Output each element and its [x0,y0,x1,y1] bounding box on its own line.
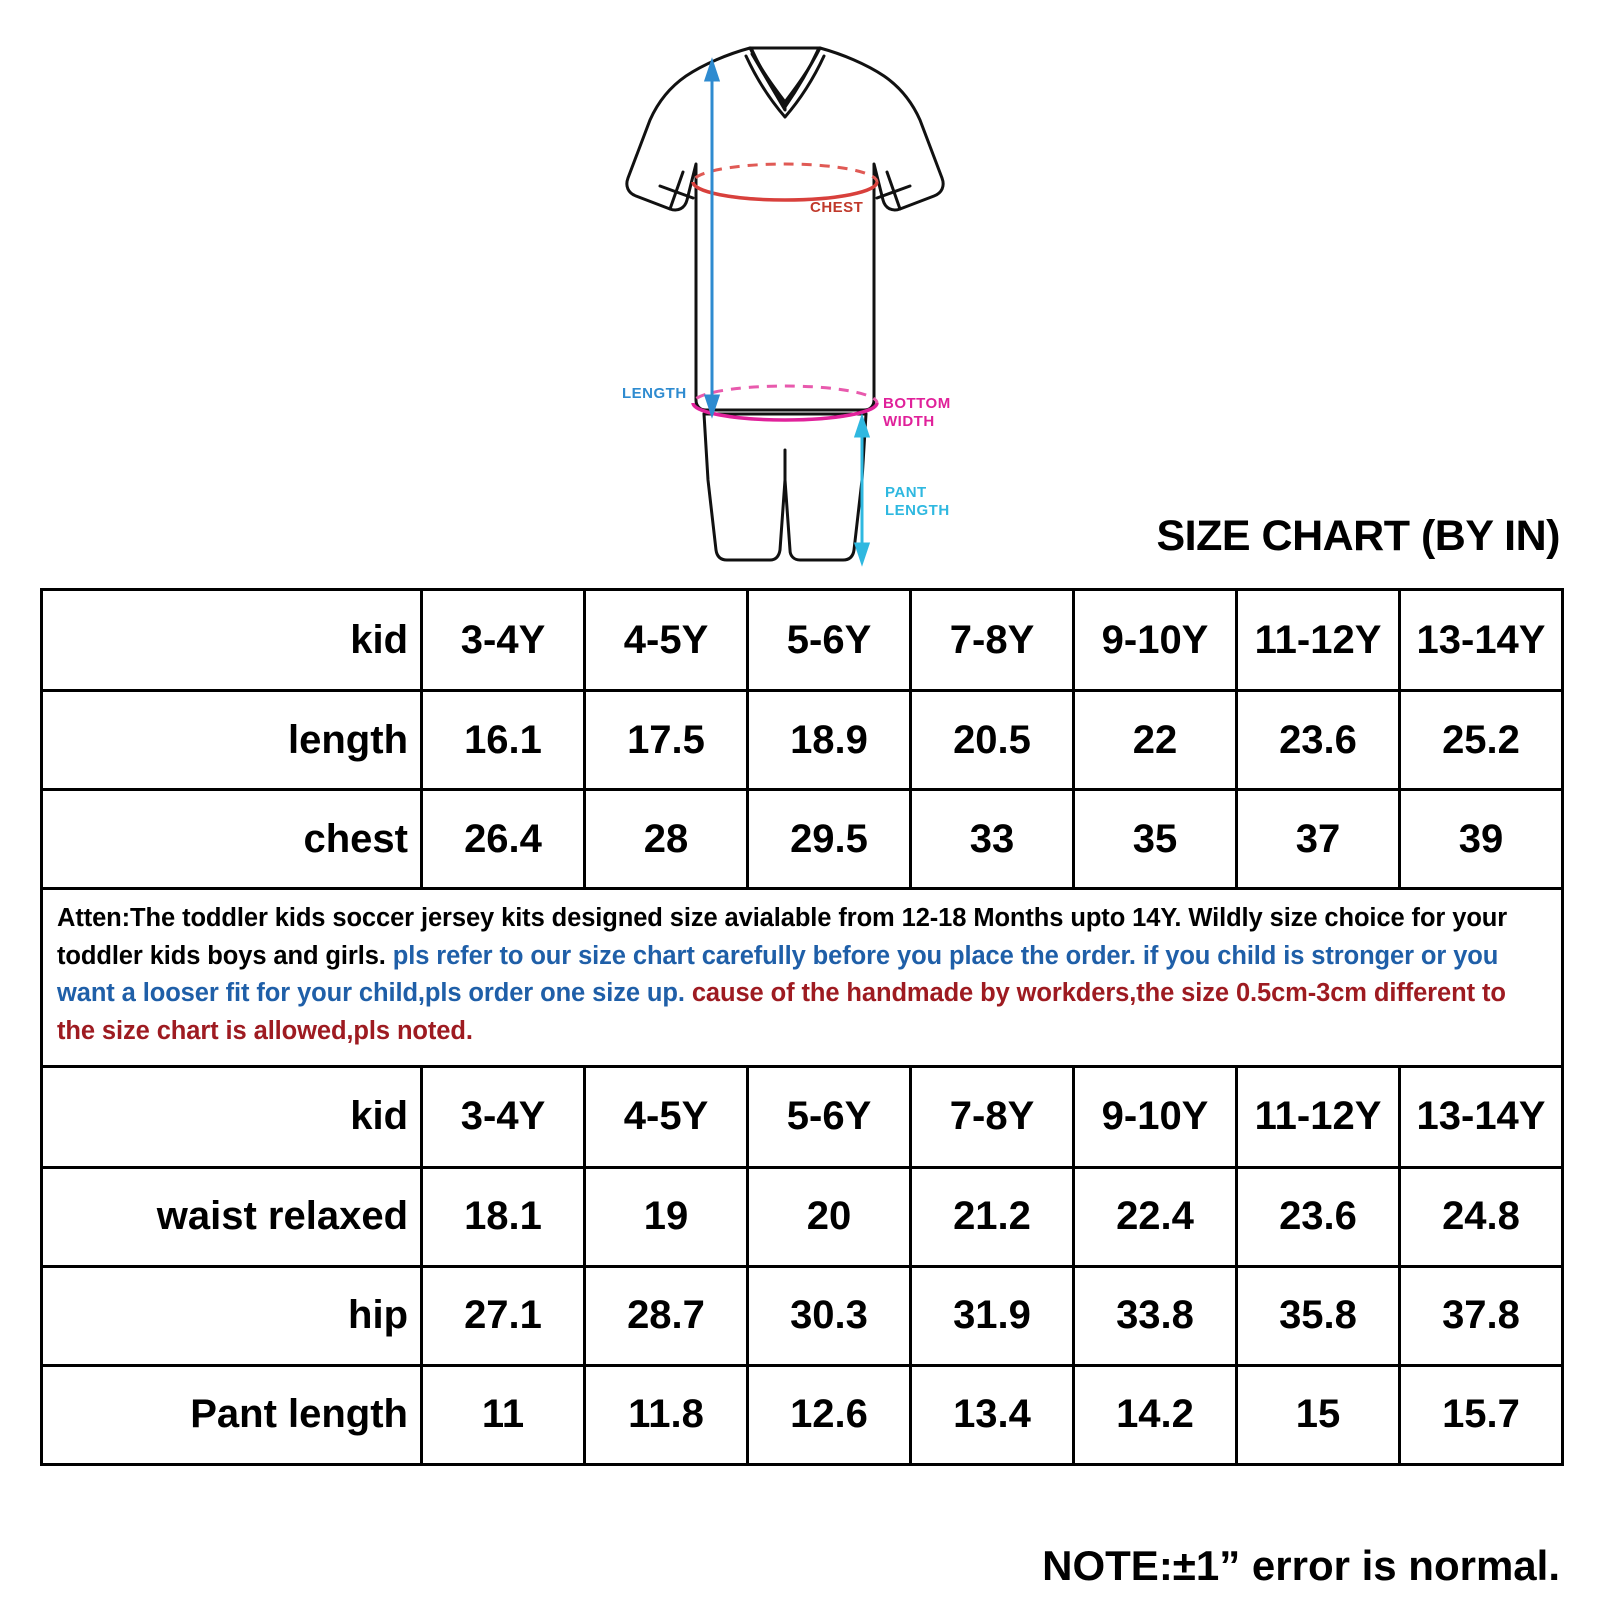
waist-3-4y: 18.1 [422,1167,585,1266]
row-label-hip: hip [42,1266,422,1365]
pant-length-11-12y: 15 [1237,1365,1400,1464]
top-header-kid: kid [42,590,422,691]
waist-7-8y: 21.2 [911,1167,1074,1266]
jersey-shorts-diagram [600,10,1020,580]
length-label: LENGTH [622,385,687,402]
bottom-header-11-12y: 11-12Y [1237,1066,1400,1167]
hip-11-12y: 35.8 [1237,1266,1400,1365]
table-row [42,1066,1563,1167]
table-row [42,1266,1563,1365]
length-7-8y: 20.5 [911,691,1074,790]
waist-9-10y: 22.4 [1074,1167,1237,1266]
chest-13-14y: 39 [1400,790,1563,889]
pant-length-measure-arrow [856,418,868,562]
length-5-6y: 18.9 [748,691,911,790]
top-header-7-8y: 7-8Y [911,590,1074,691]
bottom-header-kid: kid [42,1066,422,1167]
hip-7-8y: 31.9 [911,1266,1074,1365]
top-header-3-4y: 3-4Y [422,590,585,691]
length-4-5y: 17.5 [585,691,748,790]
note-segment-blue: pls refer to our size chart carefully before you place the order. if you child is stronger or you want a looser fit for your child,pls order one size up. [57,941,1499,1008]
chest-7-8y: 33 [911,790,1074,889]
bottom-header-5-6y: 5-6Y [748,1066,911,1167]
chest-measure-arc [693,182,877,200]
note-segment-black: Atten:The toddler kids soccer jersey kits designed size avialable from 12-18 Months upto 14Y. Wildly size choice for your toddler kids boys and girls. [57,904,1508,970]
row-label-length: length [42,691,422,790]
waist-5-6y: 20 [748,1167,911,1266]
table-row [42,889,1563,1067]
hip-5-6y: 30.3 [748,1266,911,1365]
chest-5-6y: 29.5 [748,790,911,889]
pant-length-label-line1: PANT [885,484,927,501]
top-header-9-10y: 9-10Y [1074,590,1237,691]
bottom-header-3-4y: 3-4Y [422,1066,585,1167]
length-9-10y: 22 [1074,691,1237,790]
top-header-4-5y: 4-5Y [585,590,748,691]
attention-note [42,889,1563,1067]
table-row [42,1365,1563,1464]
pant-length-5-6y: 12.6 [748,1365,911,1464]
garment-illustration [0,0,1600,590]
pant-length-4-5y: 11.8 [585,1365,748,1464]
pant-length-7-8y: 13.4 [911,1365,1074,1464]
row-label-pant-length: Pant length [42,1365,422,1464]
top-header-5-6y: 5-6Y [748,590,911,691]
length-11-12y: 23.6 [1237,691,1400,790]
hip-3-4y: 27.1 [422,1266,585,1365]
chest-label: CHEST [810,199,864,216]
note-segment-red: cause of the handmade by workders,the size 0.5cm-3cm different to the size chart is allowed,pls noted. [57,979,1506,1046]
table-row [42,1167,1563,1266]
table-row [42,691,1563,790]
row-label-chest: chest [42,790,422,889]
size-tables [40,588,1560,1466]
pant-length-13-14y: 15.7 [1400,1365,1563,1464]
top-header-11-12y: 11-12Y [1237,590,1400,691]
bottom-width-label-line1: BOTTOM [883,395,951,412]
pant-length-9-10y: 14.2 [1074,1365,1237,1464]
chest-11-12y: 37 [1237,790,1400,889]
waist-11-12y: 23.6 [1237,1167,1400,1266]
page-title: SIZE CHART (BY IN) [1156,512,1560,560]
chest-3-4y: 26.4 [422,790,585,889]
bottom-header-13-14y: 13-14Y [1400,1066,1563,1167]
bottom-header-7-8y: 7-8Y [911,1066,1074,1167]
pant-length-3-4y: 11 [422,1365,585,1464]
length-13-14y: 25.2 [1400,691,1563,790]
length-3-4y: 16.1 [422,691,585,790]
table-row [42,790,1563,889]
size-table [40,588,1564,1466]
table-row [42,590,1563,691]
bottom-width-label-line2: WIDTH [883,413,935,430]
hip-13-14y: 37.8 [1400,1266,1563,1365]
chest-9-10y: 35 [1074,790,1237,889]
bottom-header-4-5y: 4-5Y [585,1066,748,1167]
row-label-waist-relaxed: waist relaxed [42,1167,422,1266]
hip-9-10y: 33.8 [1074,1266,1237,1365]
pant-length-label-line2: LENGTH [885,502,950,519]
top-header-13-14y: 13-14Y [1400,590,1563,691]
footer-note: NOTE:±1” error is normal. [1042,1542,1560,1589]
length-measure-arrow [706,62,718,414]
chest-4-5y: 28 [585,790,748,889]
hip-4-5y: 28.7 [585,1266,748,1365]
waist-4-5y: 19 [585,1167,748,1266]
waist-13-14y: 24.8 [1400,1167,1563,1266]
bottom-header-9-10y: 9-10Y [1074,1066,1237,1167]
